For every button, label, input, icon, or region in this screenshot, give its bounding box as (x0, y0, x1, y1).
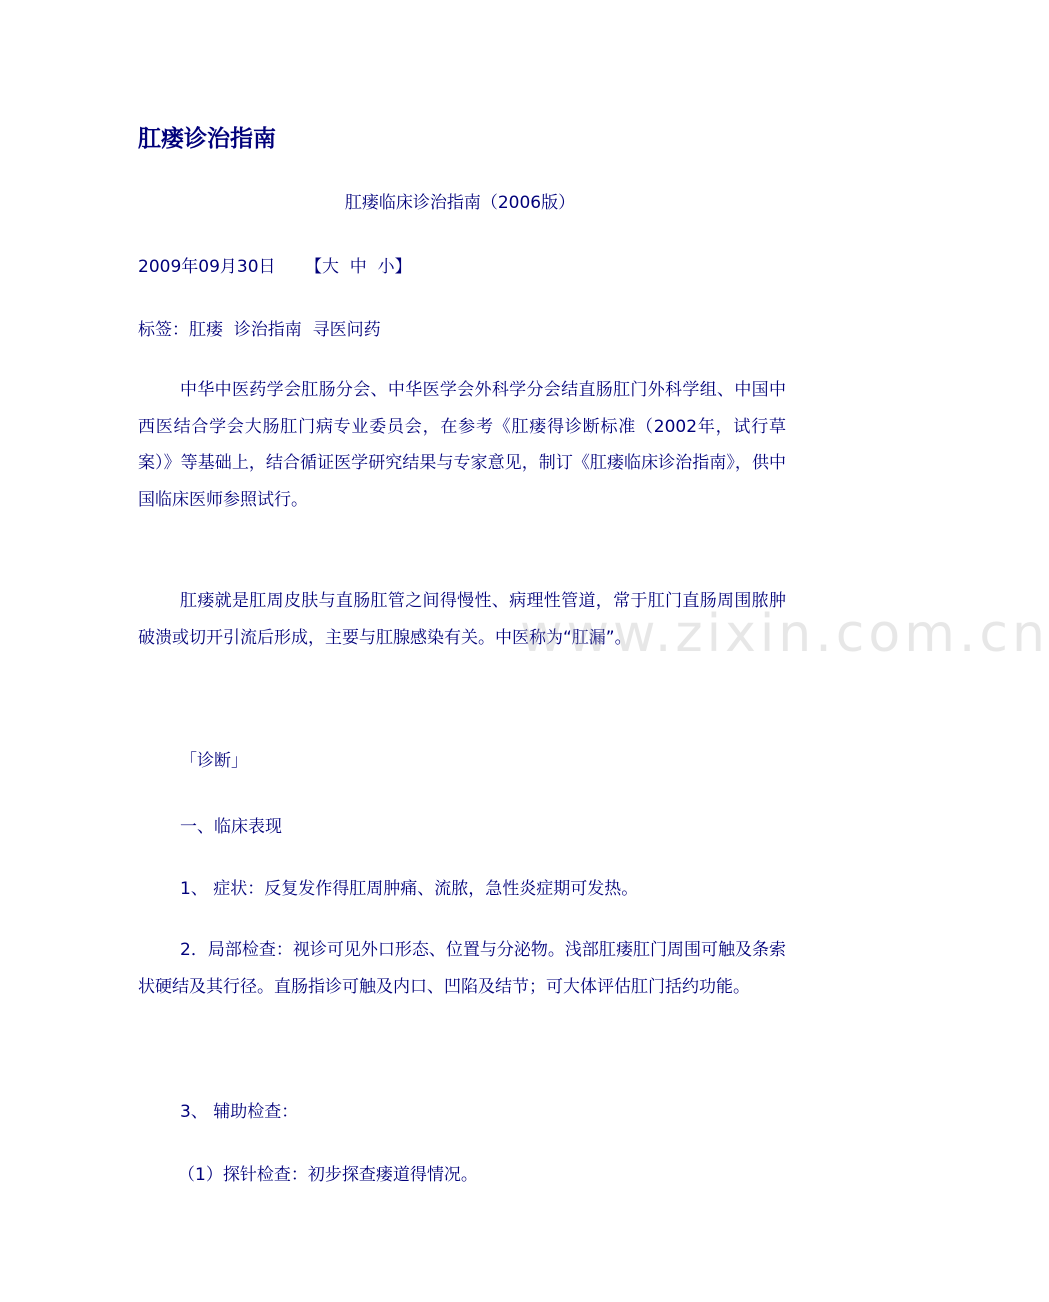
section-heading-clinical: 一、临床表现 (180, 817, 282, 837)
definition-paragraph: 肛瘘就是肛周皮肤与直肠肛管之间得慢性、病理性管道，常于肛门直肠周围脓肿破溃或切开引流后形成，主要与肛腺感染有关。中医称为“肛漏”。 (138, 591, 786, 648)
item-aux-exam: 3、 辅助检查： (180, 1102, 299, 1122)
font-size-large-link[interactable]: 大 (321, 257, 339, 277)
tag-link[interactable]: 寻医问药 (312, 320, 381, 340)
tags-line (138, 315, 381, 340)
publish-date: 2009年09月30日 (138, 257, 276, 277)
item-symptoms: 1、 症状：反复发作得肛周肿痛、流脓，急性炎症期可发热。 (180, 879, 639, 899)
intro-paragraph: 中华中医药学会肛肠分会、中华医学会外科学分会结直肠肛门外科学组、中国中西医结合学会大肠肛门病专业委员会，在参考《肛瘘得诊断标准（2002年，试行草案）》等基础上，结合循证医学研究结果与专家意见，制订《肛瘘临床诊治指南》，供中国临床医师参照试行。 (138, 380, 786, 510)
bracket-open: 【 (304, 257, 322, 277)
date-line (138, 252, 412, 277)
watermark: www.zixin.com.cn (520, 604, 1049, 664)
document-title: 肛瘘诊治指南 (138, 126, 276, 152)
tags-label: 标签： (138, 320, 189, 340)
document-subtitle: 肛瘘临床诊治指南（2006版） (344, 193, 576, 213)
tag-link[interactable]: 诊治指南 (233, 320, 302, 340)
font-size-controls (305, 257, 412, 277)
font-size-small-link[interactable]: 小 (377, 257, 395, 277)
item-local-exam: 2．局部检查：视诊可见外口形态、位置与分泌物。浅部肛瘘肛门周围可触及条索状硬结及其行径。直肠指诊可触及内口、凹陷及结节；可大体评估肛门括约功能。 (138, 940, 786, 997)
item-probe-exam: （1）探针检查：初步探查瘘道得情况。 (178, 1165, 478, 1185)
bracket-close: 】 (394, 257, 412, 277)
section-heading-diagnosis: 「诊断」 (180, 751, 248, 771)
font-size-medium-link[interactable]: 中 (349, 257, 367, 277)
tag-link[interactable]: 肛瘘 (189, 320, 223, 340)
